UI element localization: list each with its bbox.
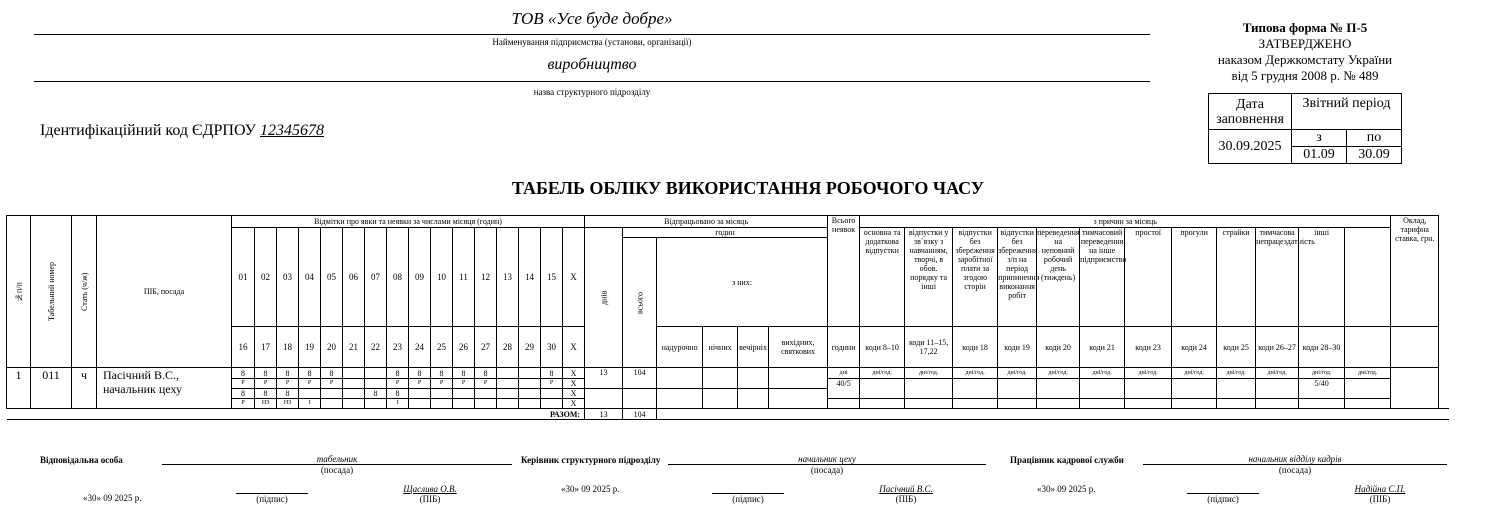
day-19: 19 [299, 327, 321, 368]
day-23: 23 [387, 327, 409, 368]
dh-12: дні/год. [1345, 368, 1391, 379]
h2-8 [409, 389, 431, 399]
c2-5 [343, 399, 365, 409]
fill-date-label: Дата заповнення [1209, 94, 1292, 130]
sig-caption: (підпис) [1207, 494, 1239, 504]
c2-12 [497, 399, 519, 409]
r-label-4: відпустки без збереження з/п на період припинення виконання робіт [998, 228, 1037, 327]
c1-4: Р [321, 379, 343, 389]
c1-2: Р [277, 379, 299, 389]
emp-worked-hours: 104 [623, 368, 657, 389]
form-order: наказом Держкомстату України [1217, 52, 1393, 67]
day-17: 17 [255, 327, 277, 368]
h1-0: 8 [232, 368, 255, 379]
emp-tab: 011 [31, 368, 72, 409]
h-total: всього [623, 238, 657, 368]
period-to-label: по [1347, 130, 1402, 147]
h1-1: 8 [255, 368, 277, 379]
form-title: Типова форма № П-5 [1242, 20, 1368, 35]
period-from-label: з [1292, 130, 1347, 147]
h1-6 [365, 368, 387, 379]
day-13: 13 [497, 228, 519, 327]
dh-5: дні/год. [1037, 368, 1080, 379]
r-label-11: інші [1299, 228, 1345, 327]
c1-11: Р [475, 379, 497, 389]
sig-caption: (ПІБ) [895, 494, 917, 504]
day-12: 12 [475, 228, 497, 327]
form-info [1190, 20, 1420, 84]
c1-0: Р [232, 379, 255, 389]
r-label-6: тимчасовий переведення на інше підприємство [1080, 228, 1125, 327]
day-15: 15 [541, 228, 563, 327]
h-worked: Відпрацьовано за місяць [585, 216, 828, 228]
r-codes-1: коди 8–10 [860, 327, 905, 368]
h2-5 [343, 389, 365, 399]
unit-caption: назва структурного підрозділу [533, 87, 651, 97]
dh-11: дні/год. [1299, 368, 1345, 379]
h-sex: Стать (ч/ж) [72, 216, 97, 368]
c2-7: І [387, 399, 409, 409]
c2-4 [321, 399, 343, 409]
r-label-7: простої [1125, 228, 1172, 327]
r-label-8: прогули [1172, 228, 1217, 327]
form-order-date: від 5 грудня 2008 р. № 489 [1231, 68, 1379, 83]
sig-head-name: Пасічний В.С. [879, 484, 933, 494]
unit-underline [34, 81, 1150, 82]
r-codes-7: коди 23 [1125, 327, 1172, 368]
h-overtime: надурочно [657, 327, 703, 368]
day-14: 14 [519, 228, 541, 327]
report-period-label: Звітний період [1292, 94, 1402, 130]
c1-9: Р [431, 379, 453, 389]
h-salary-sub [1391, 327, 1439, 368]
r-label-10: тимчасова непрацездатність [1256, 228, 1299, 327]
h2-11 [475, 389, 497, 399]
h2-10 [453, 389, 475, 399]
total-days: 13 [585, 409, 623, 420]
h-absent: Всього неявок [828, 216, 860, 327]
h2-12 [497, 389, 519, 399]
c1-15: X [563, 379, 585, 389]
day-x2: X [563, 327, 585, 368]
r-label-3: відпустки без збереження заробітної плати за згодою сторін [953, 228, 998, 327]
r-codes-2: коди 11–15, 17,22 [905, 327, 953, 368]
h2-13 [519, 389, 541, 399]
document-title: ТАБЕЛЬ ОБЛІКУ ВИКОРИСТАННЯ РОБОЧОГО ЧАСУ [511, 178, 985, 198]
h-marks: Відмітки про явки та неявки за числами місяця (годин) [232, 216, 585, 228]
sig-head-label: Керівник структурного підрозділу [521, 455, 661, 465]
c2-6 [365, 399, 387, 409]
h-night: нічних [703, 327, 738, 368]
c2-2: НЗ [277, 399, 299, 409]
h-hours: годин [623, 228, 828, 238]
day-24: 24 [409, 327, 431, 368]
r-label-1: основна та додаткова відпустки [860, 228, 905, 327]
h-evening: вечірніх [738, 327, 769, 368]
h2-7: 8 [387, 389, 409, 399]
c1-1: Р [255, 379, 277, 389]
day-30: 30 [541, 327, 563, 368]
emp-sex: ч [72, 368, 97, 409]
day-02: 02 [255, 228, 277, 327]
h2-9 [431, 389, 453, 399]
day-07: 07 [365, 228, 387, 327]
r-codes-4: коди 19 [998, 327, 1037, 368]
dh-1: дні/год. [860, 368, 905, 379]
r-codes-6: коди 21 [1080, 327, 1125, 368]
c2-11 [475, 399, 497, 409]
h1-14: 8 [541, 368, 563, 379]
day-03: 03 [277, 228, 299, 327]
h-num: №п/п [7, 216, 31, 368]
c1-6 [365, 379, 387, 389]
c2-9 [431, 399, 453, 409]
day-29: 29 [519, 327, 541, 368]
h1-4: 8 [321, 368, 343, 379]
c1-8: Р [409, 379, 431, 389]
h-days: днів [585, 228, 623, 368]
h1-5 [343, 368, 365, 379]
dh-10: дні/год. [1256, 368, 1299, 379]
h2-1: 8 [255, 389, 277, 399]
fill-date: 30.09.2025 [1209, 130, 1292, 164]
period-to: 30.09 [1347, 147, 1402, 164]
h2-14 [541, 389, 563, 399]
h2-6: 8 [365, 389, 387, 399]
h-reasons: з причин за місяць [860, 216, 1391, 228]
day-21: 21 [343, 327, 365, 368]
r-label-5: переведення на неповний робочий день (тиждень) [1037, 228, 1080, 327]
edrpou [40, 122, 324, 140]
h-salary: Оклад, тарифна ставка, грн. [1391, 216, 1439, 327]
dh-9: дні/год. [1217, 368, 1256, 379]
day-x1: X [563, 228, 585, 327]
h1-7: 8 [387, 368, 409, 379]
c2-10 [453, 399, 475, 409]
c2-14 [541, 399, 563, 409]
sig-caption: (підпис) [732, 494, 764, 504]
day-11: 11 [453, 228, 475, 327]
r-label-9: страйки [1217, 228, 1256, 327]
day-26: 26 [453, 327, 475, 368]
day-09: 09 [409, 228, 431, 327]
dh-8: дні/год. [1172, 368, 1217, 379]
sig-hr-label: Працівник кадрової служби [1010, 455, 1124, 465]
sig-caption: (посада) [1278, 465, 1312, 475]
sig-hr-position: начальник відділу кадрів [1248, 454, 1342, 464]
sig-caption: (ПІБ) [419, 494, 441, 504]
r-codes-5: коди 20 [1037, 327, 1080, 368]
r-codes-8: коди 24 [1172, 327, 1217, 368]
h1-11: 8 [475, 368, 497, 379]
r-codes-10: коди 26–27 [1256, 327, 1299, 368]
org-underline [34, 34, 1150, 35]
c2-15: X [563, 399, 585, 409]
h-name: ПІБ, посада [97, 216, 232, 368]
unit-name: виробництво [547, 56, 637, 73]
h1-8: 8 [409, 368, 431, 379]
org-name: ТОВ «Усе буде добре» [511, 9, 673, 28]
day-20: 20 [321, 327, 343, 368]
c1-12 [497, 379, 519, 389]
r-label-12 [1345, 228, 1391, 327]
h2-0: 8 [232, 389, 255, 399]
h-tab: Табельний номер [31, 216, 72, 368]
r-codes-12 [1345, 327, 1391, 368]
sig-caption: (посада) [320, 465, 354, 475]
c1-13 [519, 379, 541, 389]
dh-3: дні/год. [953, 368, 998, 379]
c2-1: НЗ [255, 399, 277, 409]
day-05: 05 [321, 228, 343, 327]
c1-5 [343, 379, 365, 389]
h1-13 [519, 368, 541, 379]
emp-worked-days: 13 [585, 368, 623, 389]
day-06: 06 [343, 228, 365, 327]
emp-name [97, 368, 232, 409]
c2-13 [519, 399, 541, 409]
dh-4: дні/год. [998, 368, 1037, 379]
sig-caption: (ПІБ) [1369, 494, 1391, 504]
day-04: 04 [299, 228, 321, 327]
h2-3 [299, 389, 321, 399]
c1-3: Р [299, 379, 321, 389]
r-codes-3: коди 18 [953, 327, 998, 368]
sig-head-position: начальник цеху [798, 454, 856, 464]
sig-responsible-position: табельник [316, 454, 358, 464]
period-box [1208, 93, 1402, 164]
emp-position: начальник цеху [103, 382, 183, 396]
c1-10: Р [453, 379, 475, 389]
c2-8 [409, 399, 431, 409]
sig-head-date: «30» 09 2025 р. [561, 484, 620, 494]
emp-days-first: дні [828, 368, 860, 379]
c1-14: Р [541, 379, 563, 389]
edrpou-value: 12345678 [259, 122, 324, 139]
day-10: 10 [431, 228, 453, 327]
emp-name-text: Пасічний В.С., [103, 368, 179, 382]
dh-6: дні/год. [1080, 368, 1125, 379]
form-approved: ЗАТВЕРДЖЕНО [1258, 36, 1352, 51]
sig-caption: (посада) [810, 465, 844, 475]
sig-responsible-date: «30» 09 2025 р. [83, 493, 142, 503]
day-22: 22 [365, 327, 387, 368]
c2-0: Р [232, 399, 255, 409]
day-08: 08 [387, 228, 409, 327]
org-caption: Найменування підприємства (установи, організації) [492, 37, 692, 47]
dh-2: дні/год. [905, 368, 953, 379]
sig-caption: (підпис) [256, 494, 288, 504]
day-01: 01 [232, 228, 255, 327]
r-label-2: відпустки у зв`язку з навчанням, творчі, в обов. порядку та інші [905, 228, 953, 327]
r-codes-11: коди 28–30 [1299, 327, 1345, 368]
day-27: 27 [475, 327, 497, 368]
table-row [7, 368, 1450, 379]
day-18: 18 [277, 327, 299, 368]
h1-12 [497, 368, 519, 379]
day-25: 25 [431, 327, 453, 368]
dh-7: дні/год. [1125, 368, 1172, 379]
period-from: 01.09 [1292, 147, 1347, 164]
emp-absent-total: 40/5 [828, 379, 860, 399]
day-28: 28 [497, 327, 519, 368]
h2-4 [321, 389, 343, 399]
h1-9: 8 [431, 368, 453, 379]
h1-10: 8 [453, 368, 475, 379]
h1-15: X [563, 368, 585, 379]
h-absent-hours: години [828, 327, 860, 368]
total-hours: 104 [623, 409, 657, 420]
sig-responsible-label: Відповідальна особа [40, 455, 123, 465]
sig-hr-name: Надійна С.П. [1354, 484, 1406, 494]
c2-3: І [299, 399, 321, 409]
day-16: 16 [232, 327, 255, 368]
sig-hr-date: «30» 09 2025 р. [1037, 484, 1096, 494]
c1-7: Р [387, 379, 409, 389]
sig-responsible-name: Щаслива О.В. [403, 484, 457, 494]
emp-other-reason: 5/40 [1299, 379, 1345, 399]
edrpou-label: Ідентифікаційний код ЄДРПОУ [40, 122, 256, 139]
h1-2: 8 [277, 368, 299, 379]
emp-num: 1 [7, 368, 31, 409]
r-codes-9: коди 25 [1217, 327, 1256, 368]
h2-2: 8 [277, 389, 299, 399]
h2-15: X [563, 389, 585, 399]
h1-3: 8 [299, 368, 321, 379]
total-label: РАЗОМ: [7, 409, 585, 420]
timesheet-table [6, 215, 1449, 420]
h-of-which: з них: [657, 238, 828, 327]
h-weekend: вихідних, святкових [769, 327, 828, 368]
